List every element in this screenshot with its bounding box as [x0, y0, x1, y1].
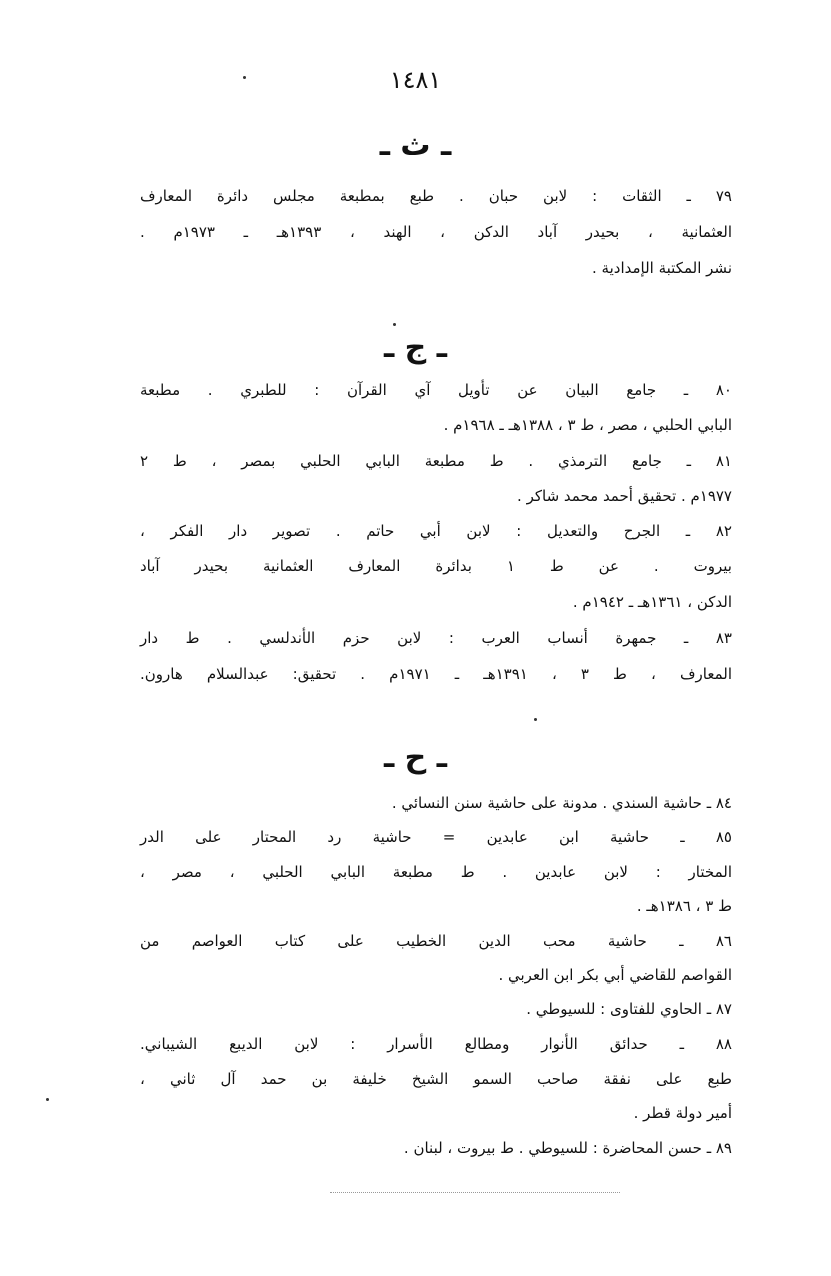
entry-line: أمير دولة قطر . [633, 1104, 732, 1122]
entry-line: المختار : لابن عابدين . ط مطبعة البابي الحلبي ، مصر ، [140, 863, 732, 881]
scan-speck [243, 76, 246, 79]
section-heading-jim: ـ ج ـ [383, 330, 448, 365]
entry-line: ٨٦ ـ حاشية محب الدين الخطيب على كتاب العواصم من [140, 932, 732, 950]
entry-line: المعارف ، ط ٣ ، ١٣٩١هـ ـ ١٩٧١م . تحقيق: عبدالسلام هارون. [140, 665, 732, 683]
entry-line: ٨٠ ـ جامع البيان عن تأويل آي القرآن : للطبري . مطبعة [140, 381, 732, 399]
entry-line: ٨٤ ـ حاشية السندي . مدونة على حاشية سنن النسائي . [391, 794, 732, 812]
entry-line: طبع على نفقة صاحب السمو الشيخ خليفة بن حمد آل ثاني ، [140, 1070, 732, 1088]
scan-speck [534, 718, 537, 721]
entry-line: نشر المكتبة الإمدادية . [592, 259, 732, 277]
entry-line: ٧٩ ـ الثقات : لابن حبان . طبع بمطبعة مجلس دائرة المعارف [140, 187, 732, 205]
entry-line: ٨١ ـ جامع الترمذي . ط مطبعة البابي الحلبي بمصر ، ط ٢ [140, 452, 732, 470]
entry-line: القواصم للقاضي أبي بكر ابن العربي . [498, 966, 732, 984]
entry-line: ٨٧ ـ الحاوي للفتاوى : للسيوطي . [526, 1000, 732, 1018]
entry-line: ٨٢ ـ الجرح والتعديل : لابن أبي حاتم . تصوير دار الفكر ، [140, 522, 732, 540]
entry-line: البابي الحلبي ، مصر ، ط ٣ ، ١٣٨٨هـ ـ ١٩٦٨م . [443, 416, 732, 434]
entry-line: الدكن ، ١٣٦١هـ ـ ١٩٤٢م . [572, 593, 732, 611]
entry-line: ٨٣ ـ جمهرة أنساب العرب : لابن حزم الأندلسي . ط دار [140, 629, 732, 647]
page-number: ١٤٨١ [389, 66, 442, 94]
scan-bottom-rule [330, 1192, 620, 1193]
scan-speck [393, 323, 396, 326]
entry-line: ١٩٧٧م . تحقيق أحمد محمد شاكر . [517, 487, 732, 505]
section-heading-ha: ـ ح ـ [383, 740, 448, 775]
entry-line: العثمانية ، بحيدر آباد الدكن ، الهند ، ١٣٩٣هـ ـ ١٩٧٣م . [140, 223, 732, 241]
entry-line: ط ٣ ، ١٣٨٦هـ . [636, 897, 732, 915]
entry-line: ٨٩ ـ حسن المحاضرة : للسيوطي . ط بيروت ، لبنان . [403, 1139, 732, 1157]
entry-line: ٨٥ ـ حاشية ابن عابدين = حاشية رد المحتار على الدر [140, 828, 732, 846]
section-heading-tha: ـ ث ـ [379, 128, 452, 163]
scan-speck [46, 1098, 49, 1101]
entry-line: ٨٨ ـ حدائق الأنوار ومطالع الأسرار : لابن الديبع الشيباني. [140, 1035, 732, 1053]
entry-line: بيروت . عن ط ١ بدائرة المعارف العثمانية بحيدر آباد [140, 557, 732, 575]
